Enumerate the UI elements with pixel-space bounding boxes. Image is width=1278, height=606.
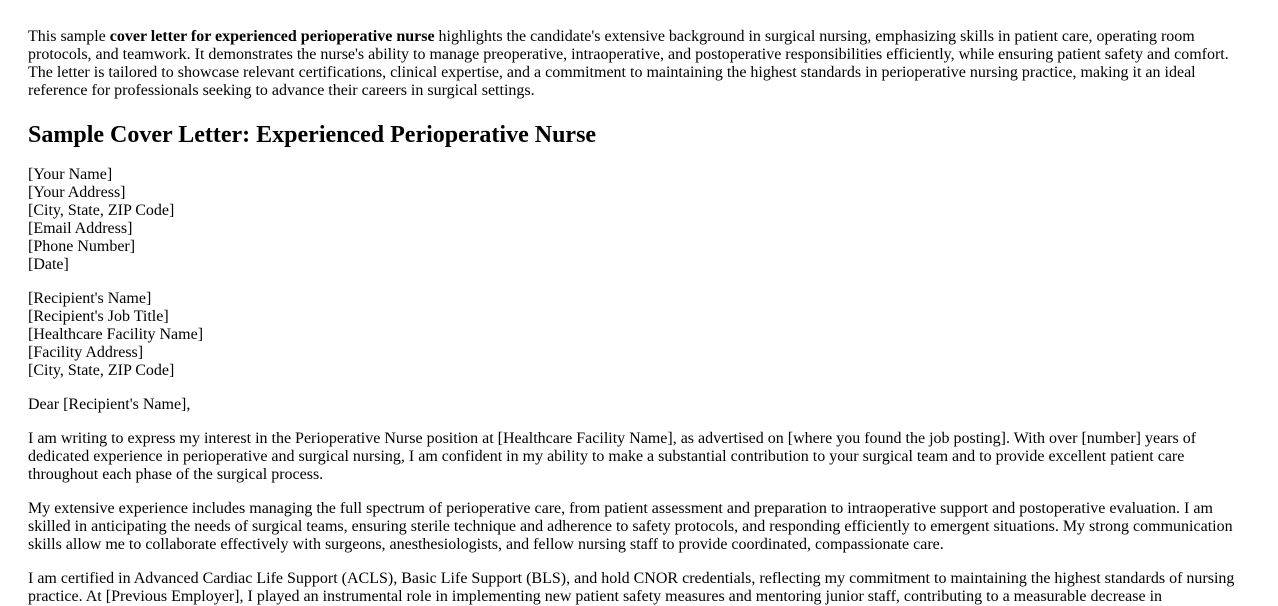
sender-name: [Your Name] — [28, 166, 113, 183]
salutation: Dear [Recipient's Name], — [28, 396, 191, 413]
intro-prefix: This sample — [28, 28, 110, 45]
sender-city-state-zip: [City, State, ZIP Code] — [28, 202, 175, 219]
sender-address: [Your Address] — [28, 184, 126, 201]
sender-phone: [Phone Number] — [28, 238, 136, 255]
intro-keyword: cover letter for experienced perioperative nurse — [109, 28, 435, 45]
recipient-name: [Recipient's Name] — [28, 290, 152, 307]
recipient-address-block — [28, 290, 1250, 380]
page-title: Sample Cover Letter: Experienced Perioperative Nurse — [28, 122, 597, 148]
recipient-facility-name: [Healthcare Facility Name] — [28, 326, 204, 343]
sender-email: [Email Address] — [28, 220, 133, 237]
recipient-city-state-zip: [City, State, ZIP Code] — [28, 362, 175, 379]
body-paragraph-experience: My extensive experience includes managing the full spectrum of perioperative care, from patient assessment and preparation to intraoperative support and postoperative evaluation. I am skilled in anticipating the needs of surgical teams, ensuring sterile technique and adherence to safety protocols, and responding efficiently to emergent situations. My strong communication skills allow me to collaborate effectively with surgeons, anesthesiologists, and fellow nursing staff to provide coordinated, compassionate care. — [28, 500, 1233, 553]
body-paragraph-intro: I am writing to express my interest in the Perioperative Nurse position at [Healthcare Facility Name], as advertised on [where you found the job posting]. With over [number] years of dedicated experience in perioperative and surgical nursing, I am confident in my ability to make a substantial contribution to your surgical team and to provide excellent patient care throughout each phase of the surgical process. — [28, 430, 1197, 483]
intro-paragraph — [28, 28, 1250, 100]
body-paragraph-certifications: I am certified in Advanced Cardiac Life Support (ACLS), Basic Life Support (BLS), and hold CNOR credentials, reflecting my commitment to maintaining the highest standards of nursing practice. At [Previous Employer], I played an instrumental role in implementing new patient safety measures and mentoring junior staff, contributing to a measurable decrease in — [28, 570, 1235, 605]
intro-suffix: highlights the candidate's extensive background in surgical nursing, emphasizing skills in patient care, operating room protocols, and teamwork. It demonstrates the nurse's ability to manage preoperative, intraoperative, and postoperative responsibilities efficiently, while ensuring patient safety and comfort. The letter is tailored to showcase relevant certifications, clinical expertise, and a commitment to maintaining the highest standards in perioperative nursing practice, making it an ideal reference for professionals seeking to advance their careers in surgical settings. — [28, 28, 1229, 99]
recipient-facility-address: [Facility Address] — [28, 344, 144, 361]
sender-address-block — [28, 166, 1250, 274]
letter-date: [Date] — [28, 256, 69, 273]
recipient-job-title: [Recipient's Job Title] — [28, 308, 169, 325]
